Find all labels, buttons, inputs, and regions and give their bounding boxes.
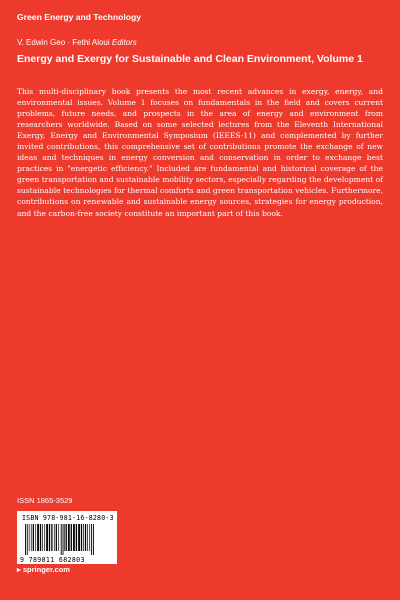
barcode-bar xyxy=(25,524,26,555)
barcode-bar xyxy=(63,524,64,555)
barcode-bar xyxy=(76,524,77,551)
barcode-bar xyxy=(40,524,41,551)
barcode-isbn-text: ISBN 978-981-16-8280-3 xyxy=(22,514,114,522)
barcode-bar xyxy=(56,524,57,551)
barcode-bar xyxy=(49,524,50,551)
series-name: Green Energy and Technology xyxy=(17,12,141,22)
barcode-bar xyxy=(61,524,62,555)
barcode-bar xyxy=(73,524,75,551)
barcode-bar xyxy=(31,524,32,551)
barcode-bar xyxy=(44,524,45,551)
barcode-bars xyxy=(21,524,113,555)
publisher-url xyxy=(17,565,70,574)
barcode-bar xyxy=(51,524,52,551)
editors-line xyxy=(17,38,137,47)
issn-label: ISSN 1865-3529 xyxy=(17,496,73,505)
editor-role: Editors xyxy=(111,38,137,47)
barcode-digits: 9 789811 682803 xyxy=(20,556,85,564)
editor-names: V. Edwin Geo · Fethi Aloui xyxy=(17,38,110,47)
barcode-bar xyxy=(66,524,67,551)
barcode-bar xyxy=(35,524,36,551)
isbn-barcode xyxy=(17,511,117,564)
barcode-bar xyxy=(87,524,88,551)
barcode-bar xyxy=(71,524,72,551)
barcode-bar xyxy=(58,524,59,551)
barcode-bar xyxy=(27,524,28,555)
barcode-bar xyxy=(85,524,86,551)
barcode-bar xyxy=(54,524,55,551)
book-title: Energy and Exergy for Sustainable and Clean Environment, Volume 1 xyxy=(17,53,363,65)
barcode-bar xyxy=(37,524,39,551)
barcode-bar xyxy=(33,524,34,551)
barcode-bar xyxy=(93,524,94,555)
barcode-bar xyxy=(83,524,84,551)
barcode-bar xyxy=(46,524,48,551)
barcode-bar xyxy=(89,524,90,551)
book-description: This multi-disciplinary book presents the most recent advances in exergy, energy, and environmental issues. Volume 1 focuses on fundamentals in the field and covers current problems, future needs, and prospects in the area of energy and environment from researchers worldwide. Based on some selected lectures from the Eleventh International Exergy, Energy and Environmental Symposium (IEEES-11) and complemented by further invited contributions, this comprehensive set of contributions promote the exchange of new ideas and techniques in energy conversion and conservation in order to exchange best practices in "energetic efficiency." Included are fundamental and historical coverage of the green transportation and sustainable mobility sectors, especially regarding the development of sustainable technologies for thermal comforts and green transportation vehicles. Furthermore, contributions on renewable and sustainable energy sources, strategies for energy production, and the carbon-free society constitute an important part of this book. xyxy=(17,87,383,218)
barcode-bar xyxy=(91,524,92,555)
barcode-bar xyxy=(78,524,80,551)
barcode-bar xyxy=(81,524,82,551)
barcode-bar xyxy=(29,524,30,551)
bullet-icon: ▸ xyxy=(17,565,23,574)
barcode-bar xyxy=(42,524,43,551)
barcode-bar xyxy=(68,524,70,551)
publisher-url-text: springer.com xyxy=(22,565,70,574)
barcode-bar xyxy=(64,524,65,551)
